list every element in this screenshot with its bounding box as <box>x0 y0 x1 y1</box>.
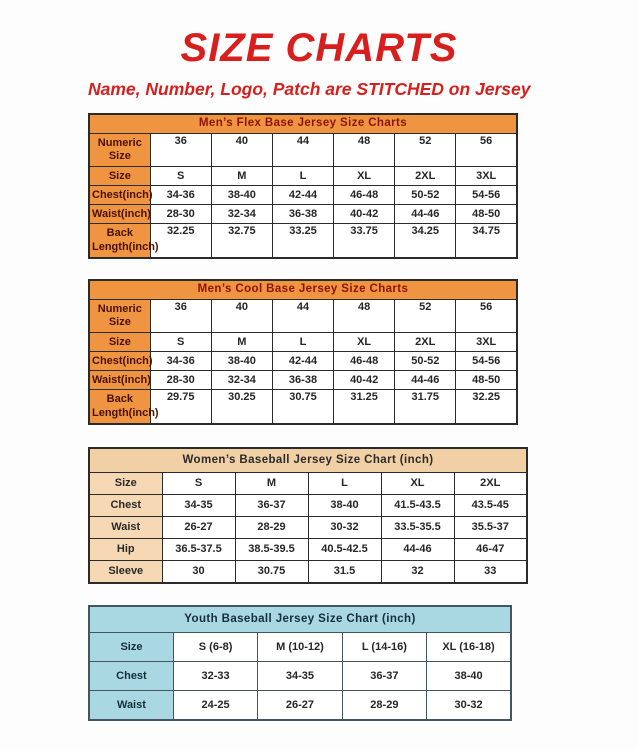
table-row <box>89 224 517 259</box>
row-label: Back Length(inch) <box>89 224 150 259</box>
size-value-cell: 34-36 <box>150 352 211 371</box>
womens-baseball-size-chart <box>88 447 528 584</box>
size-value-cell: XL <box>381 473 454 495</box>
size-value-cell: 42-44 <box>272 186 333 205</box>
row-label: Sleeve <box>89 561 162 584</box>
size-value-cell: 52 <box>395 134 456 167</box>
size-value-cell: 48 <box>334 300 395 333</box>
size-value-cell: 34-35 <box>162 495 235 517</box>
size-value-cell: 26-27 <box>162 517 235 539</box>
table-row <box>89 167 517 186</box>
size-value-cell: 31.75 <box>395 390 456 425</box>
size-value-cell: 46-48 <box>334 186 395 205</box>
table-row <box>89 561 527 584</box>
size-value-cell: 28-29 <box>342 691 426 721</box>
size-value-cell: 36-37 <box>342 662 426 691</box>
size-value-cell: 38.5-39.5 <box>235 539 308 561</box>
size-value-cell: L (14-16) <box>342 633 426 662</box>
size-value-cell: 50-52 <box>395 186 456 205</box>
size-tables-section <box>0 113 638 721</box>
size-value-cell: M <box>211 333 272 352</box>
size-value-cell: 44-46 <box>395 205 456 224</box>
size-value-cell: 2XL <box>454 473 527 495</box>
row-label: Waist(inch) <box>89 205 150 224</box>
size-value-cell: 54-56 <box>456 352 517 371</box>
size-value-cell: 40-42 <box>334 371 395 390</box>
mens-cool-base-size-chart <box>88 279 518 425</box>
table-row <box>89 539 527 561</box>
size-value-cell: S <box>150 167 211 186</box>
row-label: Size <box>89 473 162 495</box>
size-value-cell: 43.5-45 <box>454 495 527 517</box>
size-value-cell: 34.75 <box>456 224 517 259</box>
table-row <box>89 633 511 662</box>
row-label: Waist <box>89 691 173 721</box>
size-value-cell: S <box>162 473 235 495</box>
size-value-cell: 28-30 <box>150 371 211 390</box>
table-row <box>89 371 517 390</box>
size-value-cell: 36 <box>150 300 211 333</box>
size-value-cell: 3XL <box>456 333 517 352</box>
row-label: Back Length(inch) <box>89 390 150 425</box>
size-value-cell: 40 <box>211 134 272 167</box>
size-value-cell: 36-37 <box>235 495 308 517</box>
size-value-cell: 2XL <box>395 333 456 352</box>
row-label: Chest <box>89 495 162 517</box>
table-row <box>89 300 517 333</box>
stitched-note: Name, Number, Logo, Patch are STITCHED on Jersey <box>88 79 531 99</box>
size-value-cell: XL <box>334 167 395 186</box>
size-value-cell: 30-32 <box>308 517 381 539</box>
table-row <box>89 390 517 425</box>
size-value-cell: 32-34 <box>211 371 272 390</box>
size-value-cell: 32.25 <box>456 390 517 425</box>
size-value-cell: 31.25 <box>334 390 395 425</box>
size-value-cell: 38-40 <box>308 495 381 517</box>
size-value-cell: 44-46 <box>395 371 456 390</box>
size-value-cell: 31.5 <box>308 561 381 584</box>
row-label: Numeric Size <box>89 300 150 333</box>
size-value-cell: S (6-8) <box>173 633 257 662</box>
size-value-cell: 32-33 <box>173 662 257 691</box>
size-value-cell: 50-52 <box>395 352 456 371</box>
size-value-cell: XL <box>334 333 395 352</box>
size-value-cell: L <box>272 333 333 352</box>
size-value-cell: 33.75 <box>334 224 395 259</box>
row-label: Size <box>89 333 150 352</box>
size-value-cell: 44 <box>272 300 333 333</box>
table-title: Youth Baseball Jersey Size Chart (inch) <box>89 606 511 633</box>
size-value-cell: 30.25 <box>211 390 272 425</box>
table-title: Men’s Cool Base Jersey Size Charts <box>89 280 517 300</box>
size-value-cell: 40 <box>211 300 272 333</box>
size-value-cell: 32 <box>381 561 454 584</box>
size-value-cell: 30.75 <box>235 561 308 584</box>
size-value-cell: 2XL <box>395 167 456 186</box>
size-value-cell: XL (16-18) <box>427 633 511 662</box>
size-value-cell: 33.25 <box>272 224 333 259</box>
size-value-cell: 28-29 <box>235 517 308 539</box>
table-row <box>89 205 517 224</box>
size-value-cell: 52 <box>395 300 456 333</box>
table-row <box>89 662 511 691</box>
size-value-cell: 41.5-43.5 <box>381 495 454 517</box>
size-value-cell: 36.5-37.5 <box>162 539 235 561</box>
row-label: Numeric Size <box>89 134 150 167</box>
table-row <box>89 495 527 517</box>
size-value-cell: M <box>211 167 272 186</box>
size-value-cell: 36-38 <box>272 205 333 224</box>
size-value-cell: 33.5-35.5 <box>381 517 454 539</box>
mens-cool-table <box>88 279 518 425</box>
size-value-cell: 30 <box>162 561 235 584</box>
size-value-cell: 3XL <box>456 167 517 186</box>
size-value-cell: 40.5-42.5 <box>308 539 381 561</box>
size-value-cell: 26-27 <box>258 691 342 721</box>
youth-table <box>88 605 512 721</box>
size-value-cell: 35.5-37 <box>454 517 527 539</box>
size-value-cell: 33 <box>454 561 527 584</box>
size-value-cell: 42-44 <box>272 352 333 371</box>
size-value-cell: 40-42 <box>334 205 395 224</box>
size-value-cell: 36 <box>150 134 211 167</box>
table-row <box>89 473 527 495</box>
size-value-cell: 34-36 <box>150 186 211 205</box>
table-title: Men’s Flex Base Jersey Size Charts <box>89 114 517 134</box>
row-label: Size <box>89 633 173 662</box>
row-label: Chest(inch) <box>89 352 150 371</box>
youth-baseball-size-chart <box>88 605 512 721</box>
mens-flex-table <box>88 113 518 259</box>
size-value-cell: 46-47 <box>454 539 527 561</box>
size-value-cell: 32.25 <box>150 224 211 259</box>
size-value-cell: 24-25 <box>173 691 257 721</box>
size-value-cell: 32-34 <box>211 205 272 224</box>
table-row <box>89 352 517 371</box>
size-value-cell: M <box>235 473 308 495</box>
size-value-cell: 36-38 <box>272 371 333 390</box>
size-value-cell: S <box>150 333 211 352</box>
row-label: Waist <box>89 517 162 539</box>
size-value-cell: 56 <box>456 300 517 333</box>
table-row <box>89 517 527 539</box>
table-title: Women’s Baseball Jersey Size Chart (inch) <box>89 448 527 473</box>
size-value-cell: 34-35 <box>258 662 342 691</box>
size-value-cell: 38-40 <box>427 662 511 691</box>
size-value-cell: 30.75 <box>272 390 333 425</box>
size-value-cell: 29.75 <box>150 390 211 425</box>
size-value-cell: 28-30 <box>150 205 211 224</box>
row-label: Chest <box>89 662 173 691</box>
size-value-cell: 32.75 <box>211 224 272 259</box>
size-value-cell: 34.25 <box>395 224 456 259</box>
page-title: SIZE CHARTS <box>180 26 458 70</box>
size-value-cell: M (10-12) <box>258 633 342 662</box>
row-label: Waist(inch) <box>89 371 150 390</box>
table-row <box>89 134 517 167</box>
size-value-cell: 48-50 <box>456 371 517 390</box>
table-row <box>89 691 511 721</box>
size-value-cell: 56 <box>456 134 517 167</box>
table-row <box>89 186 517 205</box>
size-value-cell: 48 <box>334 134 395 167</box>
size-value-cell: 44 <box>272 134 333 167</box>
row-label: Chest(inch) <box>89 186 150 205</box>
size-value-cell: 48-50 <box>456 205 517 224</box>
size-value-cell: 44-46 <box>381 539 454 561</box>
row-label: Size <box>89 167 150 186</box>
mens-flex-base-size-chart <box>88 113 518 259</box>
size-value-cell: L <box>308 473 381 495</box>
size-value-cell: 54-56 <box>456 186 517 205</box>
size-value-cell: L <box>272 167 333 186</box>
table-row <box>89 333 517 352</box>
row-label: Hip <box>89 539 162 561</box>
size-value-cell: 30-32 <box>427 691 511 721</box>
size-value-cell: 46-48 <box>334 352 395 371</box>
size-value-cell: 38-40 <box>211 186 272 205</box>
womens-table <box>88 447 528 584</box>
size-value-cell: 38-40 <box>211 352 272 371</box>
